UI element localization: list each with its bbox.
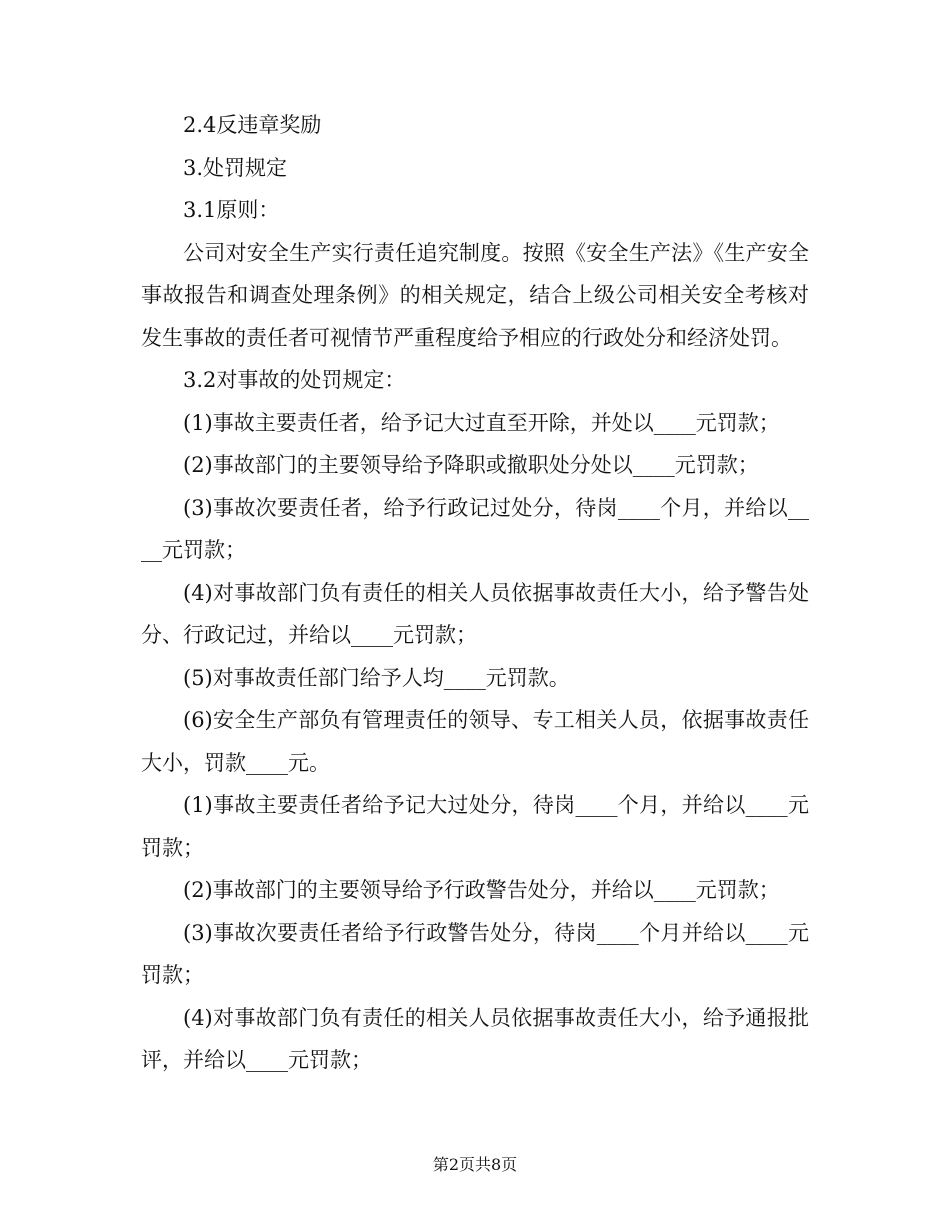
paragraph-principle: 公司对安全生产实行责任追究制度。按照《安全生产法》《生产安全事故报告和调查处理条例》的相关规定，结合上级公司相关安全考核对发生事故的责任者可视情节严重程度给予相应的行政处分和经济处罚。 [141, 240, 809, 350]
paragraph-item-6: (6)安全生产部负有管理责任的领导、专工相关人员，依据事故责任大小，罚款____元。 [141, 708, 809, 775]
paragraph-subitem-2: (2)事故部门的主要领导给予行政警告处分，并给以____元罚款； [183, 878, 780, 902]
paragraph-section-3-2: 3.2对事故的处罚规定： [183, 368, 406, 392]
document-body [141, 104, 809, 1082]
paragraph-item-2: (2)事故部门的主要领导给予降职或撤职处分处以____元罚款； [183, 453, 759, 477]
page-number: 第2页共8页 [432, 1155, 518, 1174]
paragraph-subitem-3: (3)事故次要责任者给予行政警告处分，待岗____个月并给以____元罚款； [141, 920, 809, 987]
paragraph-section-3-1: 3.1原则： [183, 198, 280, 222]
paragraph-item-1: (1)事故主要责任者，给予记大过直至开除，并处以____元罚款； [183, 410, 780, 435]
paragraph-subitem-1: (1)事故主要责任者给予记大过处分，待岗____个月，并给以____元罚款； [141, 793, 809, 860]
paragraph-section-3: 3.处罚规定 [183, 155, 288, 180]
paragraph-item-3: (3)事故次要责任者，给予行政记过处分，待岗____个月，并给以____元罚款； [141, 495, 809, 562]
paragraph-subitem-4: (4)对事故部门负有责任的相关人员依据事故责任大小，给予通报批评，并给以____元罚款； [141, 1005, 809, 1072]
paragraph-item-5: (5)对事故责任部门给予人均____元罚款。 [183, 665, 570, 690]
paragraph-item-4: (4)对事故部门负有责任的相关人员依据事故责任大小，给予警告处分、行政记过，并给以____元罚款； [141, 580, 809, 647]
paragraph-section-2-4: 2.4反违章奖励 [183, 113, 322, 137]
